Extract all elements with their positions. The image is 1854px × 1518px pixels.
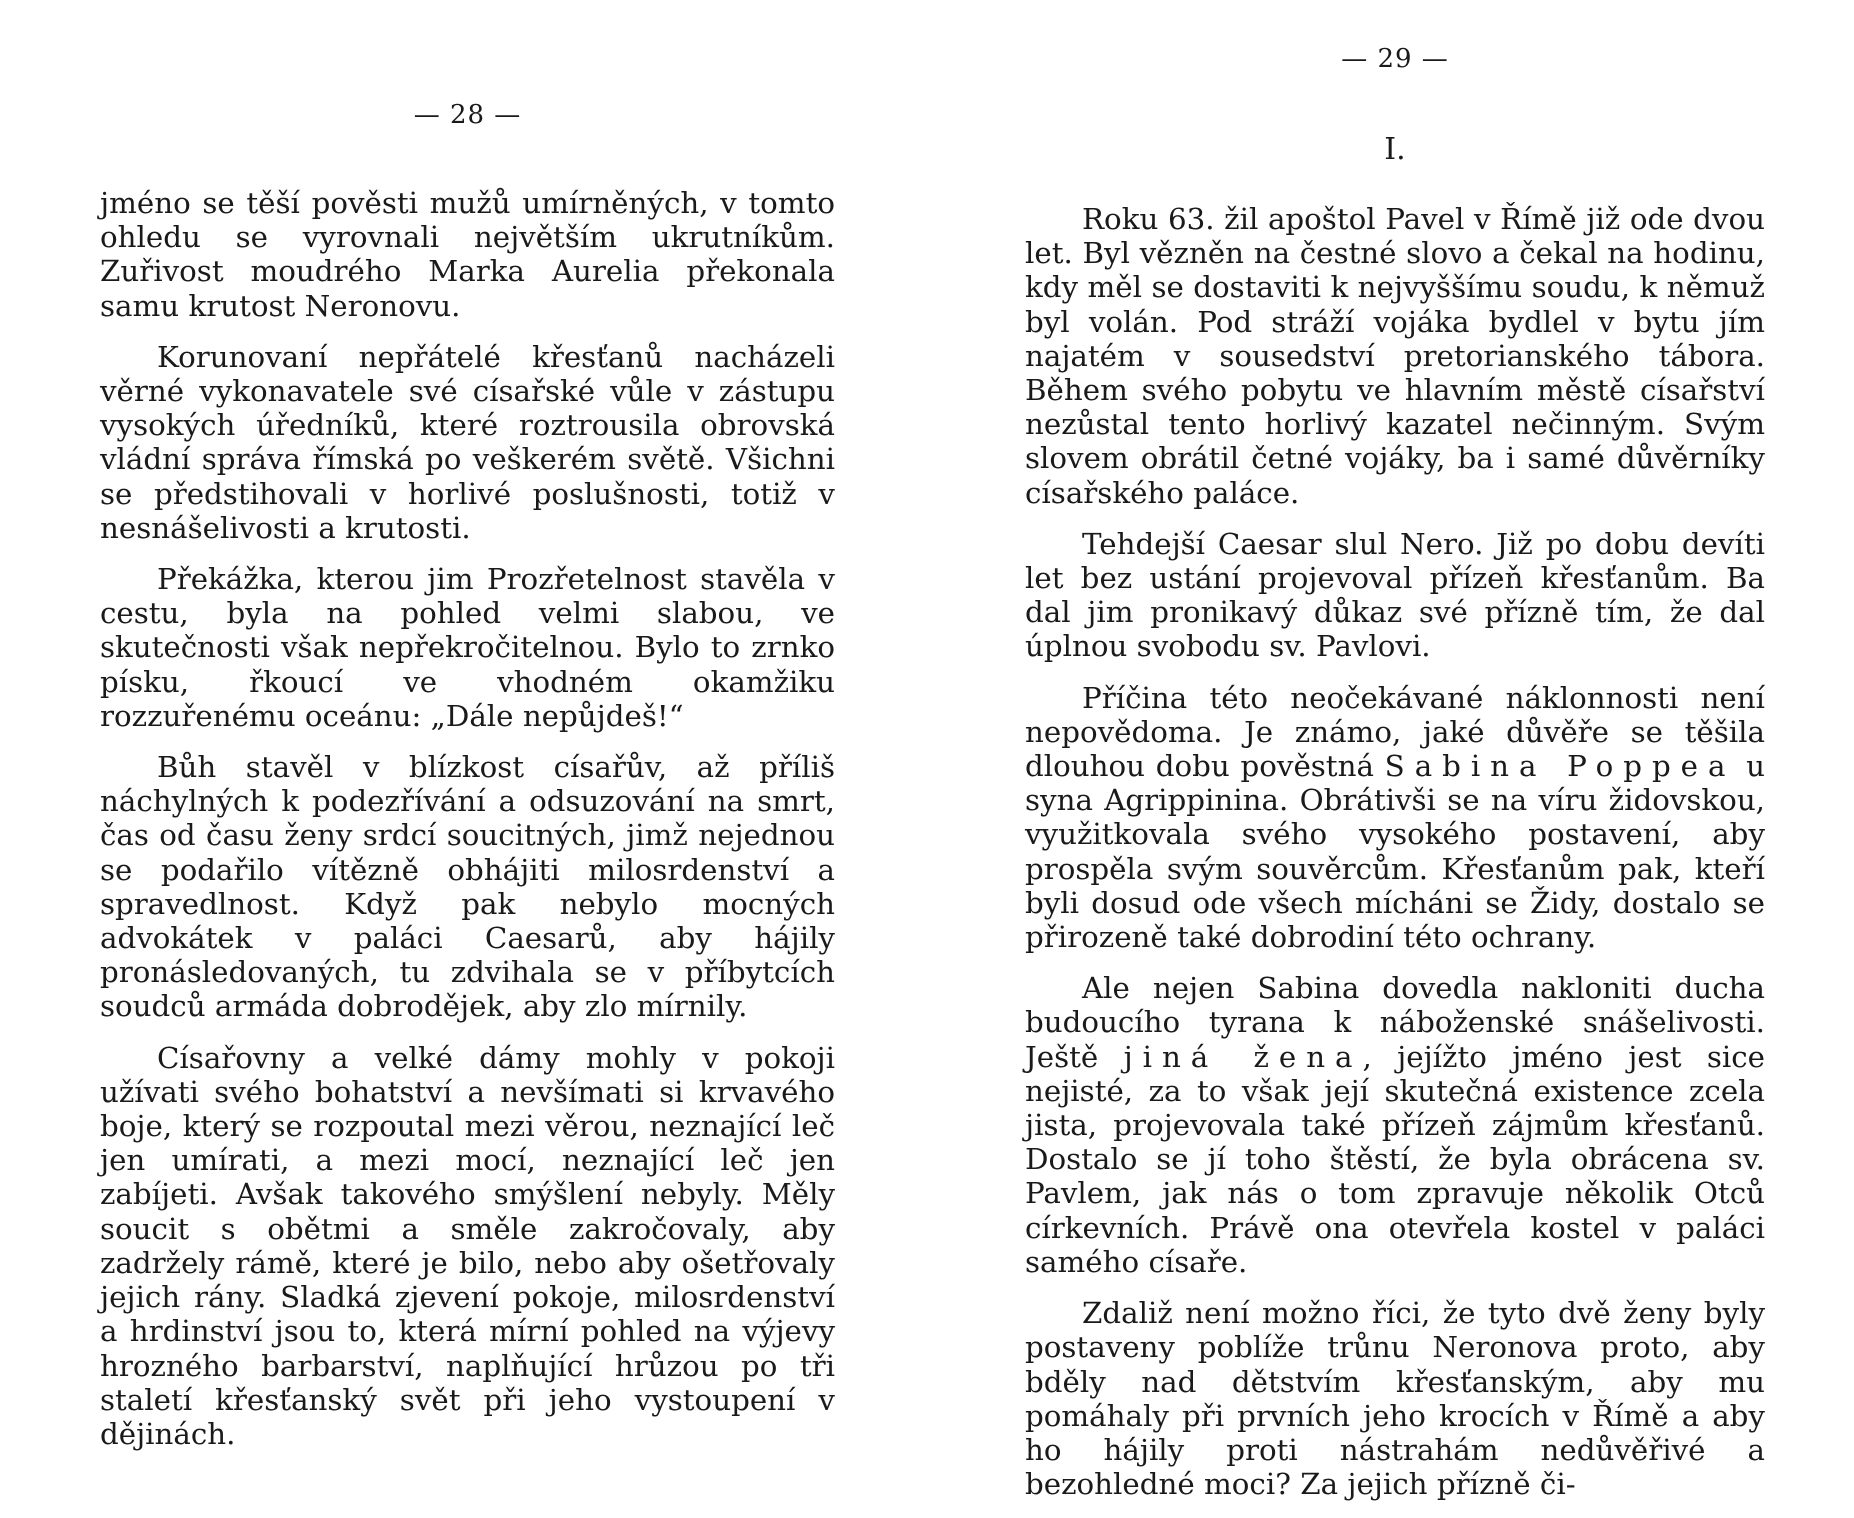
text-run: , jejížto jméno jest sice nejisté, za to však její skutečná existence zcela jista, projevovala také přízeň zájmům křesťanů. Dostalo se jí toho štěstí, že byla obrácena sv. Pavlem, jak nás o tom zpravuje několik Otců církevních. Právě ona otevřela kostel v paláci samého císaře. xyxy=(1025,1039,1765,1279)
paragraph: Překážka, kterou jim Prozřetelnost stavěla v cestu, byla na pohled velmi slabou, ve skutečnosti však nepřekročitelnou. Bylo to zrnko písku, řkoucí ve vhodném okamžiku rozzuřenému oceánu: „Dále nepůjdeš!“ xyxy=(100,562,835,733)
paragraph: Bůh stavěl v blízkost císařův, až příliš náchylných k podezřívání a odsuzování na smrt, čas od času ženy srdcí soucitných, jimž nejednou se podařilo vítězně obhájiti milosrdenství a spravedlnost. Když pak nebylo mocných advokátek v paláci Caesarů, aby hájily pronásledovaných, tu zdvihala se v příbytcích soudců armáda dobrodějek, aby zlo mírnily. xyxy=(100,750,835,1024)
paragraph xyxy=(1025,971,1765,1279)
paragraph: Korunovaní nepřátelé křesťanů nacházeli věrné vykonavatele své císařské vůle v zástupu vysokých úředníků, které roztrousila obrovská vládní správa římská po veškerém světě. Všichni se předstihovali v horlivé poslušnosti, totiž v nesnášelivosti a krutosti. xyxy=(100,339,835,545)
text-run: Příčina této neočekávané náklonnosti není nepovědoma. Je známo, jaké důvěře se těšila dlouhou dobu pověstná xyxy=(1025,680,1765,784)
text-run: u syna Agrippinina. Obrátivši se na víru židovskou, využitkovala svého vysokého postavení, aby prospěla svým souvěrcům. Křesťanům pak, kteří byli dosud ode všech mícháni se Židy, dostalo se přirozeně také dobrodiní této ochrany. xyxy=(1025,749,1765,955)
paragraph: Zdaliž není možno říci, že tyto dvě ženy byly postaveny poblíže trůnu Neronova proto, aby bděly nad dětstvím křesťanským, aby mu pomáhaly při prvních jeho krocích v Římě a aby ho hájily proti nástrahám nedůvěřivé a bezohledné moci? Za jejich přízně či- xyxy=(1025,1296,1765,1502)
right-page-text xyxy=(1025,202,1765,1518)
paragraph: Roku 63. žil apoštol Pavel v Římě již ode dvou let. Byl vězněn na čestné slovo a čekal na hodinu, kdy měl se dostaviti k nejvyššímu soudu, k němuž byl volán. Pod stráží vojáka bydlel v bytu jím najatém v sousedství pretorianského tábora. Během svého pobytu ve hlavním městě císařství nezůstal tento horlivý kazatel nečinným. Svým slovem obrátil četné vojáky, ba i samé důvěrníky císařského paláce. xyxy=(1025,202,1765,510)
left-page-text xyxy=(100,186,835,1468)
text-run: Ale nejen Sabina dovedla nakloniti ducha budoucího tyrana k náboženské snášelivosti. Ještě xyxy=(1025,971,1765,1074)
paragraph: Tehdejší Caesar slul Nero. Již po dobu devíti let bez ustání projevoval přízeň křesťanům. Ba dal jim pronikavý důkaz své přízně tím, že dal úplnou svobodu sv. Pavlovi. xyxy=(1025,526,1765,664)
page-number-left: — 28 — xyxy=(413,100,522,130)
page-number-right: — 29 — xyxy=(1341,44,1449,74)
paragraph xyxy=(1025,681,1765,955)
spaced-name: Sabina Poppea xyxy=(1384,749,1736,784)
chapter-heading: I. xyxy=(1384,132,1406,167)
paragraph: Císařovny a velké dámy mohly v pokoji užívati svého bohatství a nevšímati si krvavého boje, který se rozpoutal mezi věrou, neznající leč jen umírati, a mezi mocí, neznající leč jen zabíjeti. Avšak takového smýšlení nebyly. Měly soucit s obětmi a směle zakročovaly, aby zadržely rámě, které je bilo, nebo aby ošetřovaly jejich rány. Sladká zjevení pokoje, milosrdenství a hrdinství jsou to, která mírní pohled na výjevy hrozného barbarství, naplňující hrůzou po tři staletí křesťanský svět při jeho vystoupení v dějinách. xyxy=(100,1040,835,1451)
spaced-emphasis: jiná žena xyxy=(1123,1039,1363,1074)
paragraph: jméno se těší pověsti mužů umírněných, v tomto ohledu se vyrovnali největším ukrutníkům. Zuřivost moudrého Marka Aurelia překonala samu krutost Neronovu. xyxy=(100,186,835,323)
